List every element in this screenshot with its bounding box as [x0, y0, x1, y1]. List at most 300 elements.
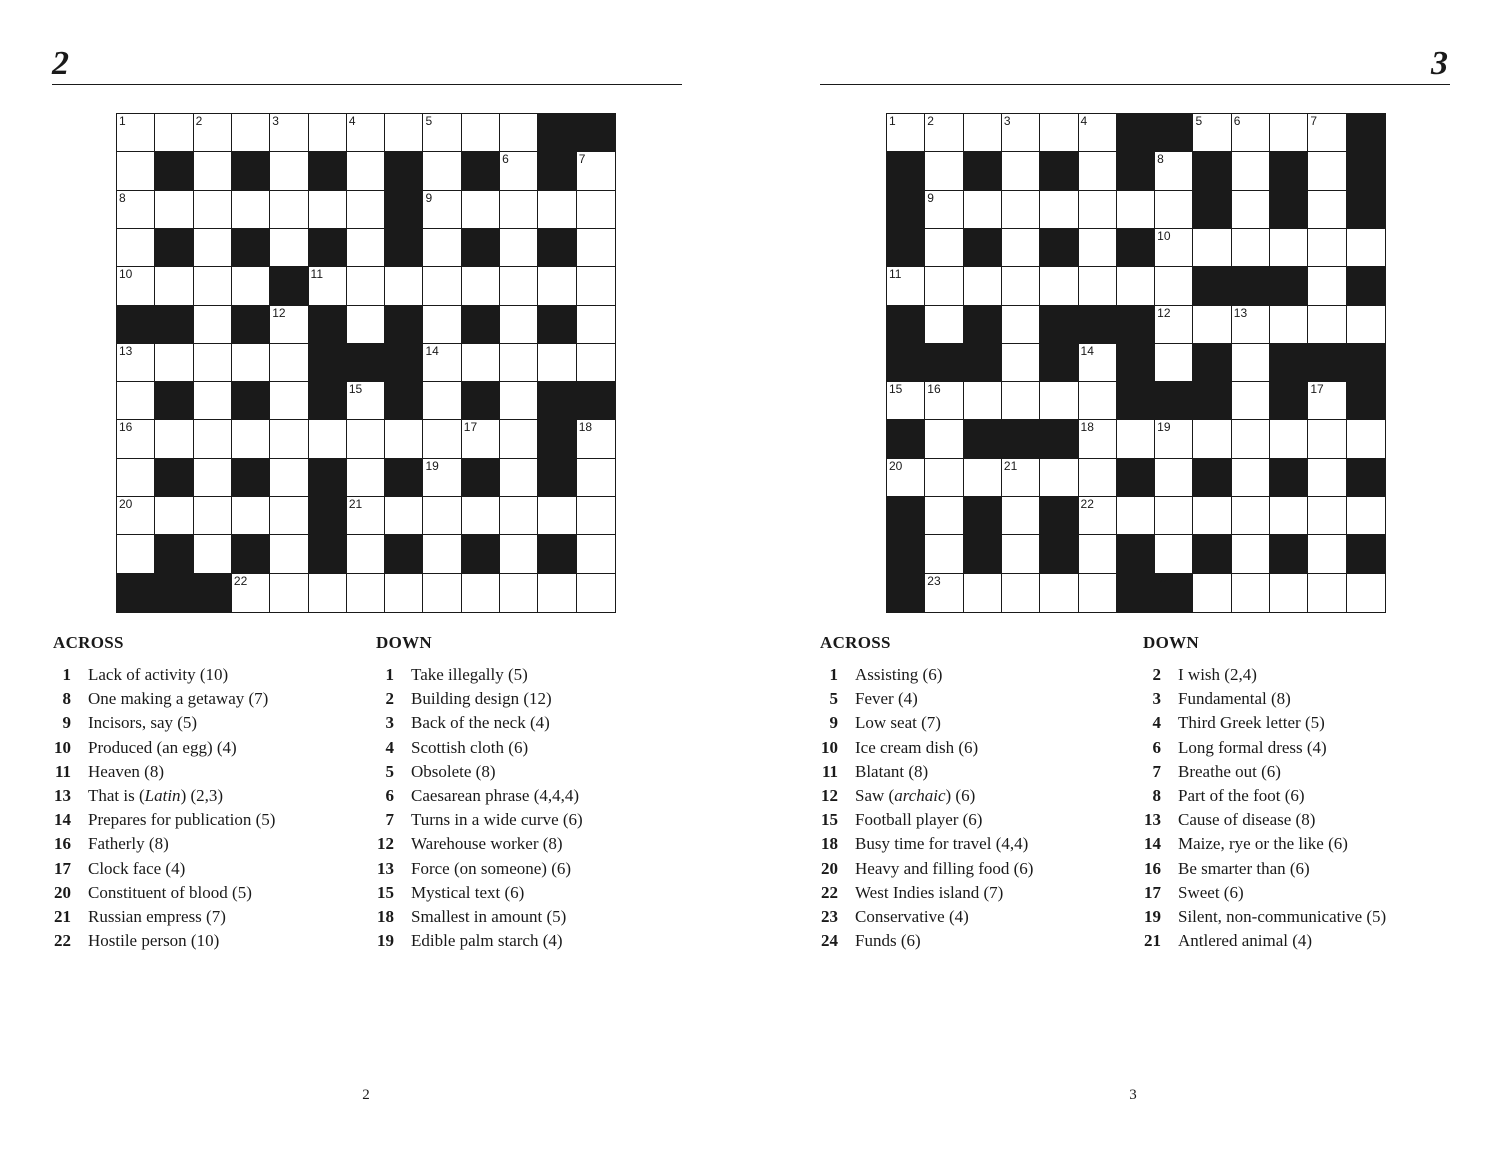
grid-cell[interactable]	[309, 574, 347, 612]
grid-cell[interactable]	[500, 114, 538, 152]
grid-cell[interactable]	[1079, 152, 1117, 190]
clue-text: Breathe out (6)	[1178, 761, 1281, 781]
across-clue-list	[53, 663, 373, 953]
grid-block	[155, 382, 193, 420]
cell-number: 15	[348, 382, 363, 397]
grid-cell[interactable]	[887, 267, 925, 305]
grid-cell[interactable]	[1193, 306, 1231, 344]
grid-cell[interactable]	[385, 114, 423, 152]
grid-cell[interactable]	[964, 382, 1002, 420]
grid-cell[interactable]	[347, 535, 385, 573]
grid-cell[interactable]	[117, 191, 155, 229]
grid-cell[interactable]	[1308, 114, 1346, 152]
clue-text: Funds (6)	[855, 931, 921, 951]
grid-cell[interactable]	[462, 191, 500, 229]
grid-cell[interactable]	[117, 344, 155, 382]
grid-cell[interactable]	[1308, 574, 1346, 612]
grid-cell[interactable]	[232, 267, 270, 305]
clue-number: 3	[1152, 689, 1161, 709]
grid-cell[interactable]	[1002, 267, 1040, 305]
grid-cell[interactable]	[1232, 459, 1270, 497]
crossword-grid	[116, 113, 616, 613]
grid-cell[interactable]	[500, 382, 538, 420]
grid-cell[interactable]	[155, 344, 193, 382]
grid-cell[interactable]	[500, 535, 538, 573]
grid-cell[interactable]	[462, 344, 500, 382]
grid-block	[577, 114, 615, 152]
grid-cell[interactable]	[1079, 229, 1117, 267]
clue-number: 19	[1144, 907, 1161, 927]
clue-number: 15	[377, 882, 394, 902]
cell-number: 17	[1310, 382, 1324, 397]
grid-cell[interactable]	[1117, 191, 1155, 229]
grid-cell[interactable]	[1079, 267, 1117, 305]
grid-cell[interactable]	[232, 497, 270, 535]
clue-item	[1143, 905, 1463, 929]
grid-cell[interactable]	[155, 497, 193, 535]
grid-cell[interactable]	[1232, 574, 1270, 612]
grid-cell[interactable]	[500, 267, 538, 305]
grid-cell[interactable]	[1232, 191, 1270, 229]
grid-cell[interactable]	[385, 420, 423, 458]
grid-cell[interactable]	[538, 344, 576, 382]
grid-cell[interactable]	[347, 574, 385, 612]
grid-cell[interactable]	[309, 420, 347, 458]
grid-cell[interactable]	[1040, 191, 1078, 229]
grid-cell[interactable]	[925, 267, 963, 305]
grid-cell[interactable]	[423, 497, 461, 535]
grid-cell[interactable]	[1079, 459, 1117, 497]
grid-cell[interactable]	[309, 267, 347, 305]
grid-cell[interactable]	[1079, 382, 1117, 420]
grid-cell[interactable]	[347, 114, 385, 152]
grid-cell[interactable]	[423, 459, 461, 497]
clue-item	[376, 832, 696, 856]
grid-cell[interactable]	[500, 229, 538, 267]
grid-cell[interactable]	[270, 114, 308, 152]
grid-cell[interactable]	[1002, 114, 1040, 152]
grid-cell[interactable]	[194, 229, 232, 267]
grid-cell[interactable]	[1002, 191, 1040, 229]
clue-item	[820, 736, 1140, 760]
grid-cell[interactable]	[964, 267, 1002, 305]
grid-cell[interactable]	[423, 152, 461, 190]
grid-cell[interactable]	[925, 497, 963, 535]
grid-cell[interactable]	[270, 344, 308, 382]
clue-text: ) (2,3)	[180, 786, 224, 806]
grid-cell[interactable]	[117, 459, 155, 497]
clue-text: Warehouse worker (8)	[411, 834, 563, 854]
grid-cell[interactable]	[577, 535, 615, 573]
grid-cell[interactable]	[270, 497, 308, 535]
grid-cell[interactable]	[1232, 420, 1270, 458]
grid-block	[1040, 306, 1078, 344]
grid-cell[interactable]	[577, 459, 615, 497]
grid-cell[interactable]	[500, 152, 538, 190]
grid-cell[interactable]	[538, 497, 576, 535]
grid-cell[interactable]	[270, 459, 308, 497]
grid-cell[interactable]	[1308, 306, 1346, 344]
cell-number: 14	[1080, 343, 1094, 358]
grid-cell[interactable]	[194, 306, 232, 344]
grid-cell[interactable]	[1040, 574, 1078, 612]
grid-cell[interactable]	[117, 535, 155, 573]
grid-cell[interactable]	[1079, 114, 1117, 152]
grid-cell[interactable]	[925, 535, 963, 573]
grid-block	[232, 306, 270, 344]
grid-cell[interactable]	[347, 420, 385, 458]
grid-cell[interactable]	[1308, 267, 1346, 305]
grid-cell[interactable]	[1232, 382, 1270, 420]
grid-cell[interactable]	[1193, 229, 1231, 267]
grid-block	[1270, 344, 1308, 382]
grid-block	[155, 229, 193, 267]
grid-cell[interactable]	[462, 574, 500, 612]
cell-number: 18	[578, 420, 593, 435]
grid-cell[interactable]	[1347, 420, 1385, 458]
grid-cell[interactable]	[270, 535, 308, 573]
grid-cell[interactable]	[1040, 267, 1078, 305]
grid-block	[1193, 535, 1231, 573]
grid-cell[interactable]	[117, 114, 155, 152]
grid-cell[interactable]	[1193, 497, 1231, 535]
grid-cell[interactable]	[1155, 459, 1193, 497]
clue-text: Assisting (6)	[855, 665, 943, 684]
grid-cell[interactable]	[1155, 344, 1193, 382]
grid-cell[interactable]	[117, 229, 155, 267]
grid-cell[interactable]	[1002, 535, 1040, 573]
grid-cell[interactable]	[347, 306, 385, 344]
grid-cell[interactable]	[1079, 535, 1117, 573]
grid-block	[887, 535, 925, 573]
clue-number: 19	[377, 931, 394, 951]
grid-cell[interactable]	[270, 229, 308, 267]
grid-cell[interactable]	[385, 497, 423, 535]
grid-cell[interactable]	[1155, 152, 1193, 190]
grid-cell[interactable]	[964, 114, 1002, 152]
clue-text: Fatherly (8)	[88, 834, 169, 854]
grid-block	[538, 535, 576, 573]
grid-cell[interactable]	[1308, 152, 1346, 190]
grid-cell[interactable]	[964, 574, 1002, 612]
grid-cell[interactable]	[1079, 574, 1117, 612]
grid-cell[interactable]	[155, 267, 193, 305]
grid-cell[interactable]	[500, 191, 538, 229]
grid-block	[309, 535, 347, 573]
grid-cell[interactable]	[1155, 267, 1193, 305]
grid-cell[interactable]	[1040, 114, 1078, 152]
grid-cell[interactable]	[1002, 306, 1040, 344]
grid-cell[interactable]	[232, 420, 270, 458]
grid-cell[interactable]	[538, 267, 576, 305]
grid-cell[interactable]	[500, 420, 538, 458]
grid-cell[interactable]	[1232, 344, 1270, 382]
grid-cell[interactable]	[423, 382, 461, 420]
grid-cell[interactable]	[577, 191, 615, 229]
grid-cell[interactable]	[1079, 420, 1117, 458]
clue-item	[376, 857, 696, 881]
grid-cell[interactable]	[347, 229, 385, 267]
grid-cell[interactable]	[194, 114, 232, 152]
grid-cell[interactable]	[309, 114, 347, 152]
grid-cell[interactable]	[925, 306, 963, 344]
grid-cell[interactable]	[1347, 306, 1385, 344]
cell-number: 12	[272, 305, 286, 320]
grid-cell[interactable]	[385, 574, 423, 612]
grid-cell[interactable]	[347, 382, 385, 420]
grid-cell[interactable]	[117, 497, 155, 535]
grid-cell[interactable]	[462, 497, 500, 535]
grid-cell[interactable]	[194, 267, 232, 305]
clue-text: Ice cream dish (6)	[855, 737, 979, 757]
grid-cell[interactable]	[1308, 459, 1346, 497]
grid-cell[interactable]	[925, 420, 963, 458]
grid-cell[interactable]	[194, 191, 232, 229]
grid-cell[interactable]	[1308, 382, 1346, 420]
clue-number: 20	[54, 882, 71, 902]
grid-cell[interactable]	[270, 152, 308, 190]
grid-cell[interactable]	[1308, 497, 1346, 535]
grid-cell[interactable]	[155, 191, 193, 229]
grid-cell[interactable]	[1079, 191, 1117, 229]
clue-item	[1143, 687, 1463, 711]
grid-block	[887, 191, 925, 229]
cell-number: 19	[425, 458, 439, 473]
grid-block	[1347, 344, 1385, 382]
grid-cell[interactable]	[1155, 229, 1193, 267]
clue-text: Constituent of blood (5)	[88, 882, 252, 902]
grid-cell[interactable]	[1155, 420, 1193, 458]
grid-block	[1193, 267, 1231, 305]
grid-cell[interactable]	[1347, 574, 1385, 612]
grid-cell[interactable]	[1002, 382, 1040, 420]
down-clues	[1143, 633, 1463, 953]
grid-cell[interactable]	[577, 344, 615, 382]
clue-text: Silent, non-communicative (5)	[1178, 907, 1387, 927]
clue-text: Force (on someone) (6)	[411, 858, 572, 878]
grid-cell[interactable]	[1040, 459, 1078, 497]
grid-cell[interactable]	[1270, 420, 1308, 458]
grid-cell[interactable]	[347, 497, 385, 535]
grid-cell[interactable]	[925, 229, 963, 267]
clue-item	[376, 808, 696, 832]
grid-cell[interactable]	[117, 420, 155, 458]
grid-block	[385, 152, 423, 190]
grid-cell[interactable]	[1270, 497, 1308, 535]
grid-cell[interactable]	[1155, 191, 1193, 229]
cell-number: 5	[1195, 114, 1203, 128]
grid-cell[interactable]	[1155, 497, 1193, 535]
clue-item	[53, 687, 373, 711]
grid-cell[interactable]	[1308, 191, 1346, 229]
grid-cell[interactable]	[232, 191, 270, 229]
grid-block	[1040, 535, 1078, 573]
grid-cell[interactable]	[577, 497, 615, 535]
grid-cell[interactable]	[500, 497, 538, 535]
clue-number: 22	[821, 882, 838, 902]
grid-block	[1270, 267, 1308, 305]
clue-number: 1	[385, 665, 394, 684]
grid-cell[interactable]	[232, 114, 270, 152]
grid-cell[interactable]	[538, 574, 576, 612]
grid-cell[interactable]	[577, 267, 615, 305]
grid-cell[interactable]	[309, 191, 347, 229]
clue-text: Heavy and filling food (6)	[855, 858, 1034, 878]
grid-cell[interactable]	[462, 267, 500, 305]
grid-cell[interactable]	[1002, 344, 1040, 382]
grid-cell[interactable]	[1270, 574, 1308, 612]
grid-cell[interactable]	[964, 459, 1002, 497]
grid-cell[interactable]	[500, 459, 538, 497]
grid-cell[interactable]	[925, 152, 963, 190]
grid-cell[interactable]	[270, 420, 308, 458]
grid-cell[interactable]	[270, 191, 308, 229]
grid-cell[interactable]	[423, 344, 461, 382]
grid-cell[interactable]	[155, 114, 193, 152]
grid-cell[interactable]	[1155, 306, 1193, 344]
grid-cell[interactable]	[1117, 420, 1155, 458]
grid-cell[interactable]	[423, 229, 461, 267]
grid-cell[interactable]	[1308, 229, 1346, 267]
grid-cell[interactable]	[1155, 535, 1193, 573]
clue-number: 10	[821, 737, 838, 757]
grid-cell[interactable]	[423, 306, 461, 344]
grid-cell[interactable]	[500, 344, 538, 382]
cell-number: 18	[1080, 420, 1094, 435]
grid-cell[interactable]	[925, 459, 963, 497]
down-heading: DOWN	[376, 633, 432, 652]
crossword-grid	[886, 113, 1386, 613]
grid-cell[interactable]	[1308, 420, 1346, 458]
grid-cell[interactable]	[577, 229, 615, 267]
grid-cell[interactable]	[538, 191, 576, 229]
grid-cell[interactable]	[1117, 497, 1155, 535]
cell-number: 21	[348, 497, 363, 512]
grid-cell[interactable]	[964, 191, 1002, 229]
clue-number: 8	[1152, 786, 1161, 806]
grid-cell[interactable]	[887, 382, 925, 420]
grid-cell[interactable]	[887, 459, 925, 497]
grid-cell[interactable]	[1232, 152, 1270, 190]
clue-item	[820, 784, 1140, 808]
grid-cell[interactable]	[194, 344, 232, 382]
grid-cell[interactable]	[232, 344, 270, 382]
grid-cell[interactable]	[194, 535, 232, 573]
clue-text: Long formal dress (4)	[1178, 737, 1327, 757]
grid-cell[interactable]	[232, 574, 270, 612]
grid-cell[interactable]	[347, 191, 385, 229]
grid-cell[interactable]	[1232, 229, 1270, 267]
grid-block	[1040, 344, 1078, 382]
grid-cell[interactable]	[1002, 459, 1040, 497]
grid-cell[interactable]	[194, 420, 232, 458]
clue-text: Third Greek letter (5)	[1178, 713, 1325, 733]
grid-cell[interactable]	[1270, 306, 1308, 344]
grid-cell[interactable]	[423, 574, 461, 612]
grid-cell[interactable]	[577, 306, 615, 344]
grid-cell[interactable]	[347, 267, 385, 305]
grid-cell[interactable]	[1193, 574, 1231, 612]
clue-item	[820, 808, 1140, 832]
grid-cell[interactable]	[1232, 535, 1270, 573]
clue-text: Conservative (4)	[855, 907, 969, 927]
grid-cell[interactable]	[117, 382, 155, 420]
grid-cell[interactable]	[1079, 344, 1117, 382]
grid-cell[interactable]	[117, 267, 155, 305]
grid-cell[interactable]	[194, 497, 232, 535]
grid-cell[interactable]	[1347, 497, 1385, 535]
grid-cell[interactable]	[1270, 114, 1308, 152]
grid-cell[interactable]	[194, 459, 232, 497]
grid-cell[interactable]	[194, 152, 232, 190]
grid-cell[interactable]	[270, 574, 308, 612]
grid-cell[interactable]	[462, 420, 500, 458]
grid-cell[interactable]	[1002, 229, 1040, 267]
grid-cell[interactable]	[925, 191, 963, 229]
clue-number: 2	[1152, 665, 1161, 684]
grid-block	[309, 382, 347, 420]
grid-cell[interactable]	[1347, 229, 1385, 267]
grid-cell[interactable]	[1002, 497, 1040, 535]
clue-text: Cause of disease (8)	[1178, 810, 1316, 830]
grid-cell[interactable]	[1002, 152, 1040, 190]
grid-cell[interactable]	[194, 382, 232, 420]
cell-number: 3	[272, 114, 279, 128]
grid-cell[interactable]	[385, 267, 423, 305]
grid-cell[interactable]	[500, 574, 538, 612]
grid-cell[interactable]	[577, 152, 615, 190]
grid-cell[interactable]	[925, 382, 963, 420]
grid-cell[interactable]	[925, 114, 963, 152]
grid-cell[interactable]	[423, 535, 461, 573]
cell-number: 22	[233, 573, 248, 588]
grid-cell[interactable]	[1117, 267, 1155, 305]
grid-cell[interactable]	[500, 306, 538, 344]
grid-cell[interactable]	[1002, 574, 1040, 612]
grid-cell[interactable]	[577, 574, 615, 612]
cell-number: 13	[119, 343, 133, 358]
grid-cell[interactable]	[423, 267, 461, 305]
grid-cell[interactable]	[1193, 114, 1231, 152]
grid-cell[interactable]	[887, 114, 925, 152]
grid-cell[interactable]	[347, 152, 385, 190]
grid-cell[interactable]	[1040, 382, 1078, 420]
grid-cell[interactable]	[423, 191, 461, 229]
grid-cell[interactable]	[1232, 497, 1270, 535]
clue-number: 1	[62, 665, 71, 684]
grid-cell[interactable]	[1232, 114, 1270, 152]
grid-cell[interactable]	[423, 420, 461, 458]
grid-cell[interactable]	[925, 574, 963, 612]
grid-cell[interactable]	[577, 420, 615, 458]
grid-cell[interactable]	[462, 114, 500, 152]
grid-cell[interactable]	[1270, 229, 1308, 267]
grid-cell[interactable]	[117, 152, 155, 190]
grid-cell[interactable]	[423, 114, 461, 152]
clue-item	[820, 881, 1140, 905]
grid-cell[interactable]	[270, 382, 308, 420]
grid-cell[interactable]	[270, 306, 308, 344]
grid-cell[interactable]	[155, 420, 193, 458]
grid-cell[interactable]	[347, 459, 385, 497]
grid-cell[interactable]	[1308, 535, 1346, 573]
grid-block	[309, 152, 347, 190]
grid-cell[interactable]	[1079, 497, 1117, 535]
clue-text: Antlered animal (4)	[1178, 931, 1313, 951]
grid-cell[interactable]	[1232, 306, 1270, 344]
grid-block	[155, 574, 193, 612]
grid-cell[interactable]	[1193, 420, 1231, 458]
